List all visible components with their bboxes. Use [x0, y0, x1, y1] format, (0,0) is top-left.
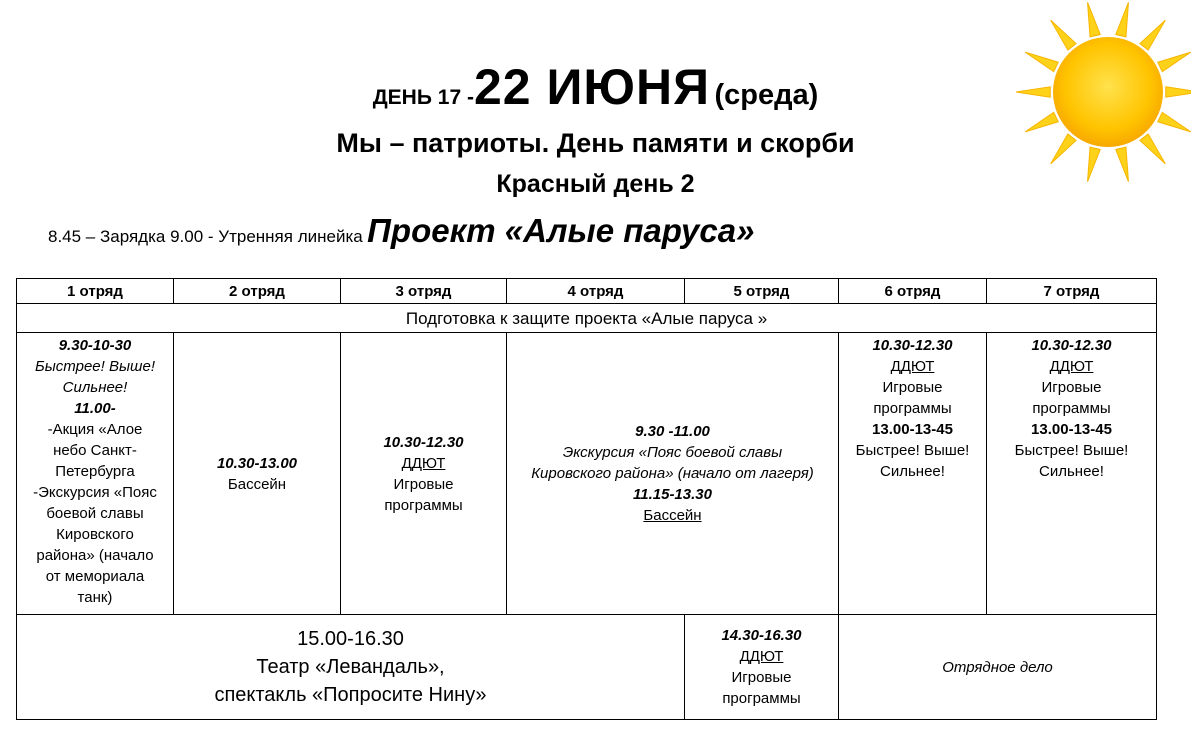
event: Быстрее! Выше!	[1014, 442, 1129, 459]
col-header-4: 4 отряд	[507, 279, 685, 304]
event-line: района» (начало	[36, 547, 154, 564]
day-heading	[0, 58, 1191, 116]
event: Игровые	[731, 669, 792, 686]
cell-afternoon-1-4	[17, 615, 685, 720]
event: Бассейн	[643, 507, 702, 524]
weekday: (среда)	[714, 79, 819, 111]
place: ДДЮТ	[401, 454, 446, 472]
morning-schedule: 8.45 – Зарядка 9.00 - Утренняя линейка	[48, 227, 363, 246]
schedule-table	[16, 278, 1157, 720]
day-theme: Мы – патриоты. День памяти и скорби	[336, 128, 855, 158]
sun-ray	[1088, 2, 1101, 37]
event: Быстрее! Выше!	[855, 442, 970, 459]
col-header-3: 3 отряд	[341, 279, 507, 304]
header-row	[17, 279, 1157, 304]
event: Театр «Левандаль»,	[256, 656, 445, 678]
prep-cell: Подготовка к защите проекта «Алые паруса »	[17, 304, 1157, 333]
sun-ray	[1140, 20, 1165, 50]
event: Сильнее!	[880, 463, 945, 480]
event: Экскурсия «Пояс боевой славы	[562, 444, 783, 461]
event: Быстрее! Выше!	[35, 358, 155, 375]
event: спектакль «Попросите Нину»	[214, 684, 487, 706]
col-header-5: 5 отряд	[685, 279, 839, 304]
place: ДДЮТ	[890, 358, 935, 375]
time: 10.30-12.30	[383, 433, 464, 451]
event: Сильнее!	[1039, 463, 1104, 480]
cell-squad-1	[17, 333, 174, 615]
event-line: небо Санкт-	[53, 442, 137, 459]
cell-afternoon-6-7: Отрядное дело	[839, 615, 1157, 720]
day-label: ДЕНЬ 17 -	[372, 86, 474, 109]
sun-ray	[1051, 20, 1076, 50]
time: 11.00-	[74, 400, 116, 417]
sun-ray	[1116, 2, 1129, 37]
time: 10.30-12.30	[872, 337, 953, 354]
col-header-7: 7 отряд	[987, 279, 1157, 304]
event: программы	[1032, 400, 1111, 417]
col-header-1: 1 отряд	[17, 279, 174, 304]
project-title: Проект «Алые паруса»	[367, 212, 755, 249]
time: 15.00-16.30	[297, 628, 404, 650]
event-line: -Акция «Алое	[47, 421, 143, 438]
time: 14.30-16.30	[721, 627, 802, 644]
morning-line	[48, 212, 754, 250]
event: Игровые	[393, 475, 454, 493]
event: программы	[384, 496, 463, 514]
cell-squad-4-5	[507, 333, 839, 615]
main-row	[17, 333, 1157, 615]
event: Сильнее!	[62, 379, 128, 396]
event: Игровые	[882, 379, 943, 396]
time: 9.30 -11.00	[635, 423, 710, 440]
time: 13.00-13-45	[872, 421, 953, 438]
time: 10.30-13.00	[216, 454, 298, 472]
afternoon-row	[17, 615, 1157, 720]
event: Бассейн	[227, 475, 287, 493]
event-line: Петербурга	[55, 463, 135, 480]
cell-squad-3	[341, 333, 507, 615]
day-subtheme: Красный день 2	[496, 170, 695, 198]
date-title: 22 ИЮНЯ	[473, 59, 711, 115]
event-line: от мемориала	[45, 568, 145, 585]
event: Игровые	[1041, 379, 1102, 396]
time: 9.30-10-30	[58, 337, 132, 354]
col-header-2: 2 отряд	[174, 279, 341, 304]
cell-afternoon-5	[685, 615, 839, 720]
event: Кировского района» (начало от лагеря)	[531, 465, 814, 482]
place: ДДЮТ	[739, 648, 784, 665]
time: 10.30-12.30	[1031, 337, 1112, 354]
prep-row	[17, 304, 1157, 333]
cell-squad-6	[839, 333, 987, 615]
event: программы	[722, 690, 801, 707]
cell-squad-7	[987, 333, 1157, 615]
event-line: боевой славы	[46, 505, 144, 522]
event-line: -Экскурсия «Пояс	[33, 484, 157, 501]
cell-squad-2	[174, 333, 341, 615]
place: ДДЮТ	[1049, 358, 1094, 375]
col-header-6: 6 отряд	[839, 279, 987, 304]
time: 13.00-13-45	[1031, 421, 1112, 438]
time: 11.15-13.30	[633, 486, 712, 503]
event-line: Кировского	[56, 526, 134, 543]
event-line: танк)	[77, 589, 113, 606]
event: программы	[873, 400, 952, 417]
